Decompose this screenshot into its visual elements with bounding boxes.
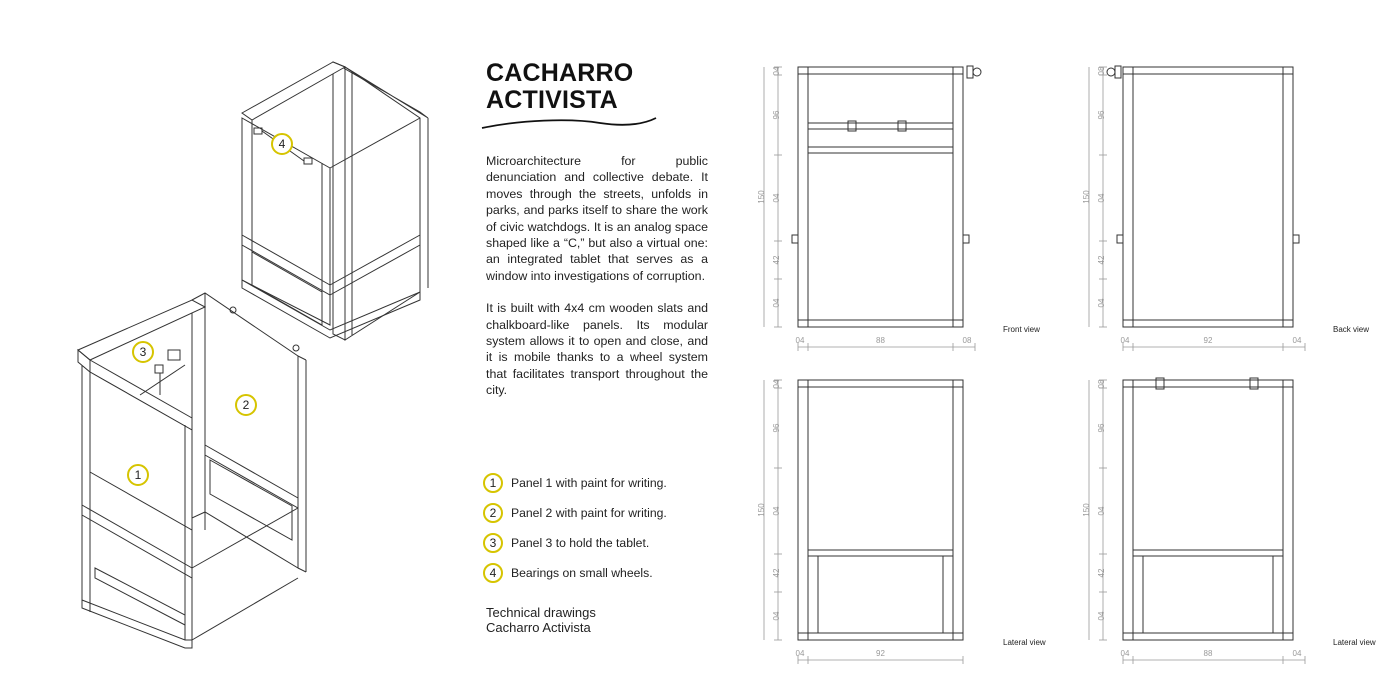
dimension-total-label: 150 <box>1082 190 1091 204</box>
legend-badge: 1 <box>483 473 503 493</box>
legend-badge: 3 <box>483 533 503 553</box>
side-stub <box>1117 235 1123 243</box>
view-label: Lateral view <box>1333 638 1376 647</box>
dimension-label: 96 <box>1097 423 1106 433</box>
callout-number: 2 <box>242 398 250 412</box>
legend-badge: 2 <box>483 503 503 523</box>
view-label: Front view <box>1003 325 1040 334</box>
description-paragraph-2: It is built with 4x4 cm wooden slats and chalkboard-like panels. Its modular system allows it to open and close, and it is mobile thanks to a wheel system that facilitates transport throughout the city. <box>486 301 708 398</box>
dimension-label: 08 <box>962 336 972 345</box>
caption-line-2: Cacharro Activista <box>486 620 591 635</box>
dimension-label: 42 <box>772 568 781 578</box>
lateral-view-b <box>1082 378 1376 664</box>
legend-item <box>483 501 733 525</box>
view-label: Back view <box>1333 325 1370 334</box>
title-line-2: ACTIVISTA <box>486 86 618 114</box>
dimension-label: 96 <box>772 423 781 433</box>
bearing-mount <box>1115 66 1121 78</box>
title-line-1: CACHARRO <box>486 59 634 87</box>
lower-module <box>78 293 306 648</box>
isometric-drawing <box>0 0 460 700</box>
caption-line-1: Technical drawings <box>486 605 596 620</box>
legend-text: Panel 3 to hold the tablet. <box>511 536 650 550</box>
dimension-label: 04 <box>1120 336 1130 345</box>
title-underline <box>480 114 660 132</box>
dimension-label: 08 <box>1097 379 1106 389</box>
side-stub <box>792 235 798 243</box>
dimension-total-label: 150 <box>757 503 766 517</box>
legend-item <box>483 561 733 585</box>
dimension-label: 42 <box>1097 568 1106 578</box>
technical-drawings <box>740 40 1400 690</box>
side-stub <box>963 235 969 243</box>
dimension-label: 04 <box>1292 336 1302 345</box>
dimension-label: 04 <box>772 379 781 389</box>
legend-item <box>483 471 733 495</box>
lateral-view-a <box>757 379 1046 664</box>
dimension-total-label: 150 <box>1082 503 1091 517</box>
legend-badge: 4 <box>483 563 503 583</box>
dimension-label: 04 <box>772 193 781 203</box>
frame-outline <box>1123 67 1293 327</box>
tablet-bar <box>808 123 953 129</box>
legend-text: Panel 2 with paint for writing. <box>511 506 667 520</box>
dimension-label: 04 <box>772 298 781 308</box>
dimension-label: 42 <box>772 255 781 265</box>
back-view <box>1082 66 1369 351</box>
legend-text: Panel 1 with paint for writing. <box>511 476 667 490</box>
dimension-label: 04 <box>1097 611 1106 621</box>
dimension-total-label: 150 <box>757 190 766 204</box>
side-stub <box>1293 235 1299 243</box>
upper-module <box>242 62 428 340</box>
dimension-label: 04 <box>1097 298 1106 308</box>
dimension-label: 08 <box>1097 66 1106 76</box>
description <box>486 153 708 415</box>
caption <box>486 605 596 635</box>
dimension-label: 04 <box>1097 193 1106 203</box>
page-title <box>486 60 633 114</box>
bearing-mount <box>967 66 973 78</box>
front-view <box>757 66 1040 351</box>
dimension-label: 04 <box>1292 649 1302 658</box>
description-paragraph-1: Microarchitecture for public denunciation and collective debate. It moves through the streets, unfolds in parks, and parks itself to share the work of civic watchdogs. It is an analog space shaped like a “C,” but also a virtual one: an integrated tablet that serves as a window into investigations of corruption. <box>486 154 708 283</box>
frame-outline <box>798 380 963 640</box>
dimension-label: 04 <box>1120 649 1130 658</box>
dimension-label: 92 <box>876 649 885 658</box>
view-label: Lateral view <box>1003 638 1046 647</box>
dimension-label: 04 <box>795 649 805 658</box>
dimension-label: 96 <box>1097 110 1106 120</box>
legend <box>483 471 733 591</box>
dimension-label: 92 <box>1203 336 1213 345</box>
bearing-wheel <box>973 68 981 76</box>
legend-item <box>483 531 733 555</box>
frame-outline <box>1123 380 1293 640</box>
dimension-label: 88 <box>876 336 885 345</box>
dimension-label: 04 <box>1097 506 1106 516</box>
dimension-label: 42 <box>1097 255 1106 265</box>
dimension-label: 96 <box>772 110 781 120</box>
frame-outline <box>798 67 963 327</box>
legend-text: Bearings on small wheels. <box>511 566 653 580</box>
callout-number: 1 <box>134 468 142 482</box>
dimension-label: 88 <box>1203 649 1213 658</box>
dimension-label: 04 <box>772 611 781 621</box>
bearing-wheel <box>1107 68 1115 76</box>
dimension-label: 04 <box>795 336 805 345</box>
callout-number: 3 <box>139 345 147 359</box>
callout-number: 4 <box>278 137 286 151</box>
dimension-label: 04 <box>772 66 781 76</box>
dimension-label: 04 <box>772 506 781 516</box>
